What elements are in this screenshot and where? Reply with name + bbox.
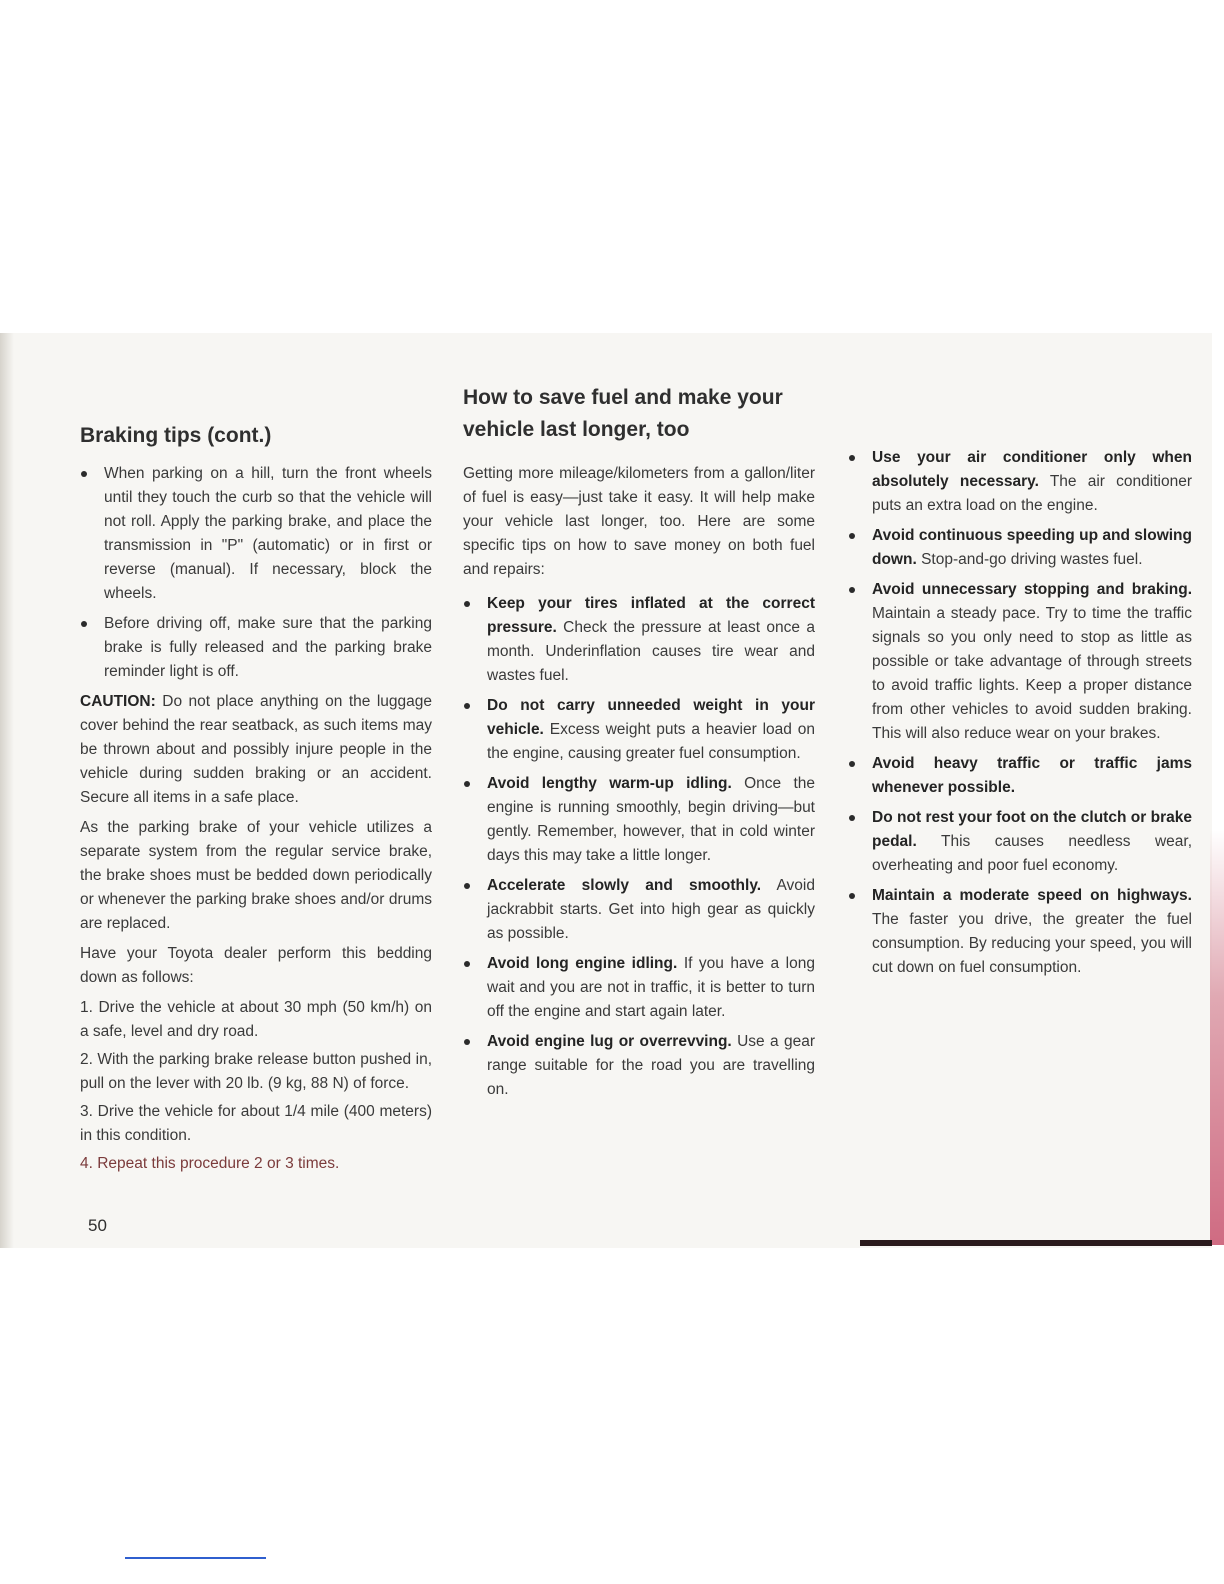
bullet-icon [849,815,855,821]
caution-label: CAUTION: [80,693,156,710]
bullet-icon [849,587,855,593]
bullet-icon [464,961,470,967]
page-edge-shadow [1210,830,1224,1245]
step-item: 3. Drive the vehicle for about 1/4 mile (400 meters) in this condition. [80,1103,432,1144]
bedding-steps [80,996,432,1176]
bullet-icon [81,621,87,627]
list-item: Accelerate slowly and smoothly. Avoid jackrabbit starts. Get into high gear as quickly as possible. [463,874,815,946]
bullet-icon [849,455,855,461]
bullet-icon [464,601,470,607]
list-item: Avoid unnecessary stopping and braking. Maintain a steady pace. Try to time the traffic signals so you only need to stop as little as possible or take advantage of through streets to avoid traffic lights. Keep a proper distance from other vehicles to avoid sudden braking. This will also reduce wear on your brakes. [848,578,1192,746]
bullet-icon [849,761,855,767]
bullet-icon [464,781,470,787]
list-item: Do not carry unneeded weight in your vehicle. Excess weight puts a heavier load on the engine, causing greater fuel consumption. [463,694,815,766]
page-number: 50 [88,1216,107,1235]
right-column [848,446,1192,986]
bedding-paragraph: Have your Toyota dealer perform this bedding down as follows: [80,945,432,986]
braking-tips-heading: Braking tips (cont.) [80,424,272,447]
list-item: When parking on a hill, turn the front wheels until they touch the curb so that the vehicle will not roll. Apply the parking brake, and place the transmission in "P" (automatic) or in first or reverse (manual). If necessary, block the wheels. [80,462,432,606]
list-item: Maintain a moderate speed on highways. The faster you drive, the greater the fuel consumption. By reducing your speed, you will cut down on fuel consumption. [848,884,1192,980]
step-item: 1. Drive the vehicle at about 30 mph (50 km/h) on a safe, level and dry road. [80,999,432,1040]
middle-column [463,382,815,1108]
list-item: Before driving off, make sure that the parking brake is fully released and the parking brake reminder light is off. [80,612,432,684]
bullet-icon [849,533,855,539]
list-item: Avoid engine lug or overrevving. Use a gear range suitable for the road you are travelling on. [463,1030,815,1102]
step-item: 4. Repeat this procedure 2 or 3 times. [80,1155,340,1172]
footer-rule [125,1557,266,1559]
list-item: Avoid lengthy warm-up idling. Once the engine is running smoothly, begin driving—but gently. Remember, however, that in cold winter days this may take a little longer. [463,772,815,868]
caution-paragraph: CAUTION: Do not place anything on the luggage cover behind the rear seatback, as such items may be thrown about and possibly injure people in the vehicle during sudden braking or an accident. Secure all items in a safe place. [80,693,432,806]
bullet-icon [849,893,855,899]
bullet-icon [81,471,87,477]
intro-paragraph: Getting more mileage/kilometers from a gallon/liter of fuel is easy—just take it easy. It will help make your vehicle last longer, too. Here are some specific tips on how to save money on both fuel and repairs: [463,465,815,578]
bullet-icon [464,703,470,709]
list-item: Avoid continuous speeding up and slowing down. Stop-and-go driving wastes fuel. [848,524,1192,572]
list-item: Use your air conditioner only when absolutely necessary. The air conditioner puts an extra load on the engine. [848,446,1192,518]
page-edge-strip [860,1240,1212,1246]
bullet-icon [464,883,470,889]
parking-brake-paragraph: As the parking brake of your vehicle utilizes a separate system from the regular service brake, the brake shoes must be bedded down periodically or whenever the parking brake shoes and/or drums are replaced. [80,819,432,932]
bullet-icon [464,1039,470,1045]
list-item: Do not rest your foot on the clutch or brake pedal. This causes needless wear, overheating and poor fuel economy. [848,806,1192,878]
list-item: Keep your tires inflated at the correct pressure. Check the pressure at least once a month. Underinflation causes tire wear and wastes fuel. [463,592,815,688]
list-item: Avoid heavy traffic or traffic jams whenever possible. [848,752,1192,800]
step-item: 2. With the parking brake release button pushed in, pull on the lever with 20 lb. (9 kg, 88 N) of force. [80,1051,432,1092]
fuel-saving-heading: How to save fuel and make your vehicle last longer, too [463,386,783,441]
list-item: Avoid long engine idling. If you have a long wait and you are not in traffic, it is better to turn off the engine and start again later. [463,952,815,1024]
left-column [80,420,432,1180]
